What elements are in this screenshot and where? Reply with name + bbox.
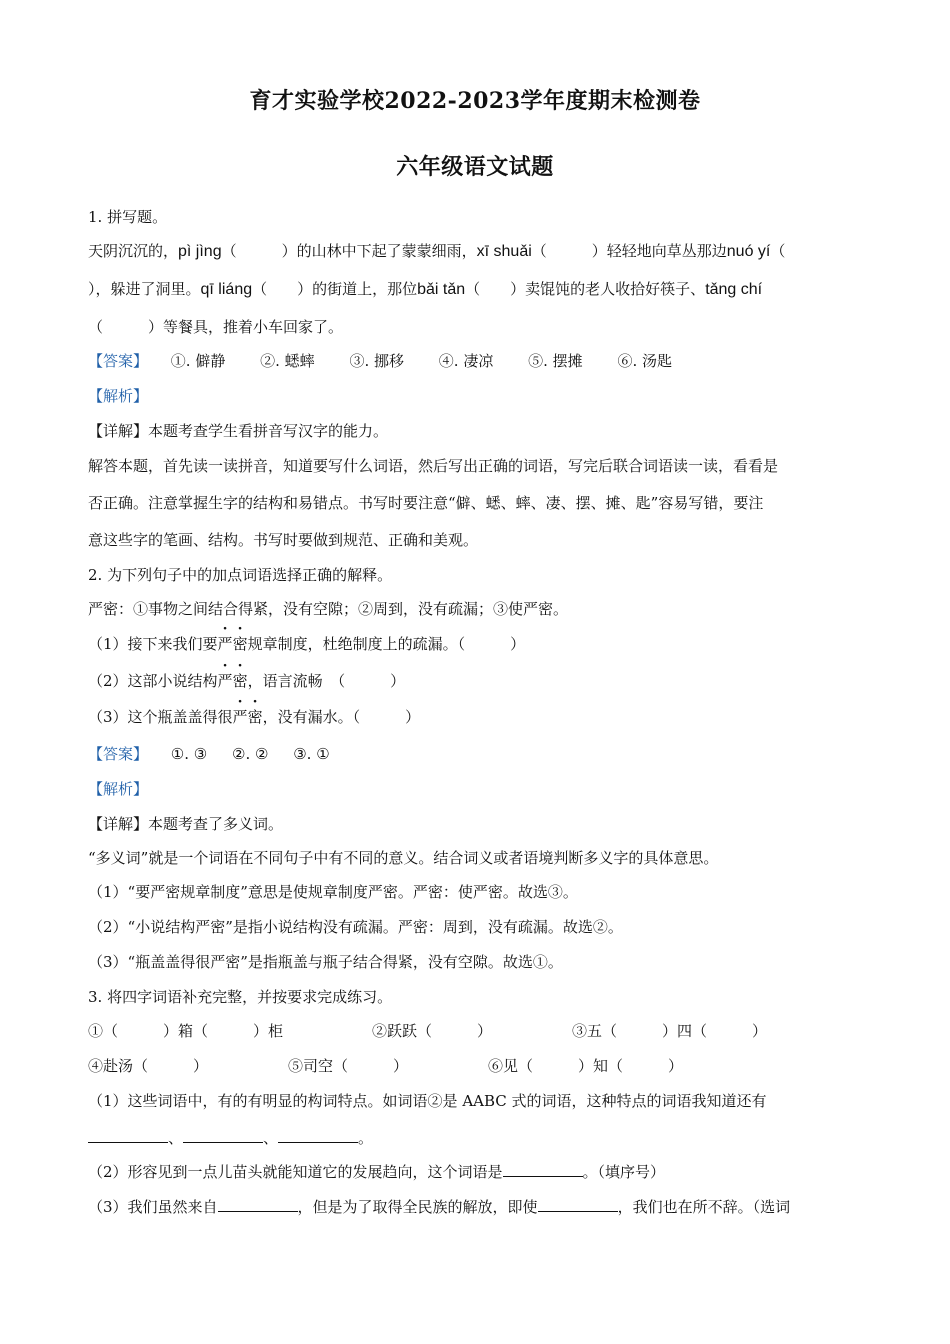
q1-sentence-line1 (88, 240, 785, 261)
answer-blank[interactable] (278, 1128, 358, 1143)
q1-l1-d: （ (770, 242, 786, 260)
pinyin-1: pì jìng (178, 243, 222, 260)
dotted-char: 严 (217, 635, 233, 653)
q2-s3-post: ，没有漏水。（ ） (262, 708, 421, 726)
q2-answer-1: ①. ③ (170, 745, 208, 763)
line-end: 。 (358, 1129, 374, 1147)
idiom-blank-2: ②跃跃（ ） (372, 1022, 493, 1040)
q3-idiom-row-1 (88, 1020, 767, 1041)
q2-sentence-1 (88, 633, 525, 654)
q1-l2-b: （ ）的街道上，那位 (252, 280, 418, 298)
q2-sentence-3 (88, 706, 420, 727)
q2-s2-post: ，语言流畅 （ ） (247, 672, 406, 690)
q3-stem: 3. 将四字词语补充完整，并按要求完成练习。 (88, 988, 393, 1006)
answer-tag: 【答案】 (88, 745, 149, 763)
pinyin-4: qī liáng (200, 281, 253, 298)
q2-explanation-4: （3）“瓶盖盖得很严密”是指瓶盖与瓶子结合得紧，没有空隙。故选①。 (88, 953, 563, 971)
q3-sub2-end: 。（填序号） (582, 1163, 666, 1181)
q2-definition: 严密：①事物之间结合得紧，没有空隙；②周到，没有疏漏；③使严密。 (88, 600, 569, 618)
exam-title: 育才实验学校2022-2023学年度期末检测卷 (249, 88, 701, 114)
q1-explanation-2: 否正确。注意掌握生字的结构和易错点。书写时要注意“僻、蟋、蟀、凄、摆、摊、匙”容易写错，要注 (88, 494, 764, 512)
q1-l2-c: （ ）卖馄饨的老人收拾好筷子、 (465, 280, 706, 298)
q1-explanation-1: 解答本题，首先读一读拼音，知道要写什么词语，然后写出正确的词语，写完后联合词语读一读，看看是 (88, 457, 779, 475)
q2-s2-pre: （2）这部小说结构 (88, 672, 218, 690)
q1-l2-a: ），躲进了洞里。 (88, 280, 201, 298)
q1-l1-a: 天阴沉沉的， (88, 242, 179, 260)
q3-sub-question-3 (88, 1196, 790, 1217)
q2-s1-pre: （1）接下来我们要 (88, 635, 218, 653)
q1-answer-2: ②. 蟋蟀 (260, 352, 315, 370)
idiom-blank-3: ③五（ ）四（ ） (572, 1022, 768, 1040)
q1-answer-3: ③. 挪移 (349, 352, 404, 370)
q1-sentence-line2 (88, 278, 762, 299)
q1-answer-6: ⑥. 汤匙 (617, 352, 672, 370)
q1-answer-row (88, 350, 702, 371)
q2-s1-post: 规章制度，杜绝制度上的疏漏。（ ） (247, 635, 526, 653)
q1-answers (171, 350, 702, 371)
q1-answer-1: ①. 僻静 (170, 352, 226, 370)
q2-s3-pre: （3）这个瓶盖盖得很 (88, 708, 233, 726)
q1-answer-5: ⑤. 摆摊 (528, 352, 583, 370)
dotted-char: 严 (232, 708, 248, 726)
pinyin-6: tǎng chí (705, 281, 763, 298)
answer-blank[interactable] (183, 1128, 263, 1143)
q1-answer-4: ④. 凄凉 (438, 352, 494, 370)
q2-answer-3: ③. ① (293, 745, 330, 763)
q3-sub3-end: ，我们也在所不辞。（选词 (617, 1198, 791, 1216)
answer-blank[interactable] (88, 1128, 168, 1143)
idiom-blank-4: ④赴汤（ ） (88, 1057, 209, 1075)
dotted-char: 密 (232, 672, 248, 690)
q2-explanation-3: （2）“小说结构严密”是指小说结构没有疏漏。严密：周到，没有疏漏。故选②。 (88, 918, 623, 936)
q1-detail: 【详解】本题考查学生看拼音写汉字的能力。 (88, 422, 389, 440)
idiom-blank-1: ①（ ）箱（ ）柜 (88, 1022, 284, 1040)
dotted-char: 严 (217, 672, 233, 690)
q1-l1-b: （ ）的山林中下起了蒙蒙细雨， (221, 242, 477, 260)
q2-sentence-2 (88, 670, 405, 691)
q1-stem: 1. 拼写题。 (88, 208, 168, 226)
q3-fill-line (88, 1127, 373, 1148)
answer-tag: 【答案】 (88, 352, 149, 370)
q2-stem: 2. 为下列句子中的加点词语选择正确的解释。 (88, 566, 393, 584)
q3-sub-question-2 (88, 1161, 665, 1182)
pinyin-2: xī shuǎi (476, 243, 532, 260)
analysis-tag: 【解析】 (88, 780, 149, 798)
answer-blank[interactable] (218, 1197, 298, 1212)
answer-blank[interactable] (538, 1197, 618, 1212)
analysis-tag: 【解析】 (88, 387, 149, 405)
q1-sentence-line3: （ ）等餐具，推着小车回家了。 (88, 318, 344, 336)
q2-explanation-2: （1）“要严密规章制度”意思是使规章制度严密。严密：使严密。故选③。 (88, 883, 578, 901)
q2-answers (171, 745, 350, 763)
idiom-blank-6: ⑥见（ ）知（ ） (488, 1057, 684, 1075)
q3-sub3-mid: ，但是为了取得全民族的解放，即使 (297, 1198, 538, 1216)
q3-sub-question-1: （1）这些词语中，有的有明显的构词特点。如词语②是 AABC 式的词语，这种特点的词语我知道还有 (88, 1092, 767, 1110)
q2-answer-row (88, 743, 350, 764)
q2-explanation-1: “多义词”就是一个词语在不同句子中有不同的意义。结合词义或者语境判断多义字的具体意思。 (88, 849, 719, 867)
q1-explanation-3: 意这些字的笔画、结构。书写时要做到规范、正确和美观。 (88, 531, 479, 549)
q3-sub3-text: （3）我们虽然来自 (88, 1198, 218, 1216)
dotted-char: 密 (232, 635, 248, 653)
exam-subtitle: 六年级语文试题 (396, 154, 554, 180)
q1-l1-c: （ ）轻轻地向草丛那边 (531, 242, 727, 260)
q3-sub2-text: （2）形容见到一点儿苗头就能知道它的发展趋向，这个词语是 (88, 1163, 503, 1181)
idiom-blank-5: ⑤司空（ ） (288, 1057, 409, 1075)
separator: 、 (263, 1129, 279, 1147)
pinyin-3: nuó yí (726, 243, 771, 260)
q2-detail: 【详解】本题考查了多义词。 (88, 815, 284, 833)
separator: 、 (168, 1129, 184, 1147)
answer-blank[interactable] (503, 1162, 583, 1177)
dotted-char: 密 (247, 708, 263, 726)
pinyin-5: bǎi tǎn (417, 281, 466, 298)
q2-answer-2: ②. ② (232, 745, 269, 763)
q3-idiom-row-2 (88, 1055, 683, 1076)
